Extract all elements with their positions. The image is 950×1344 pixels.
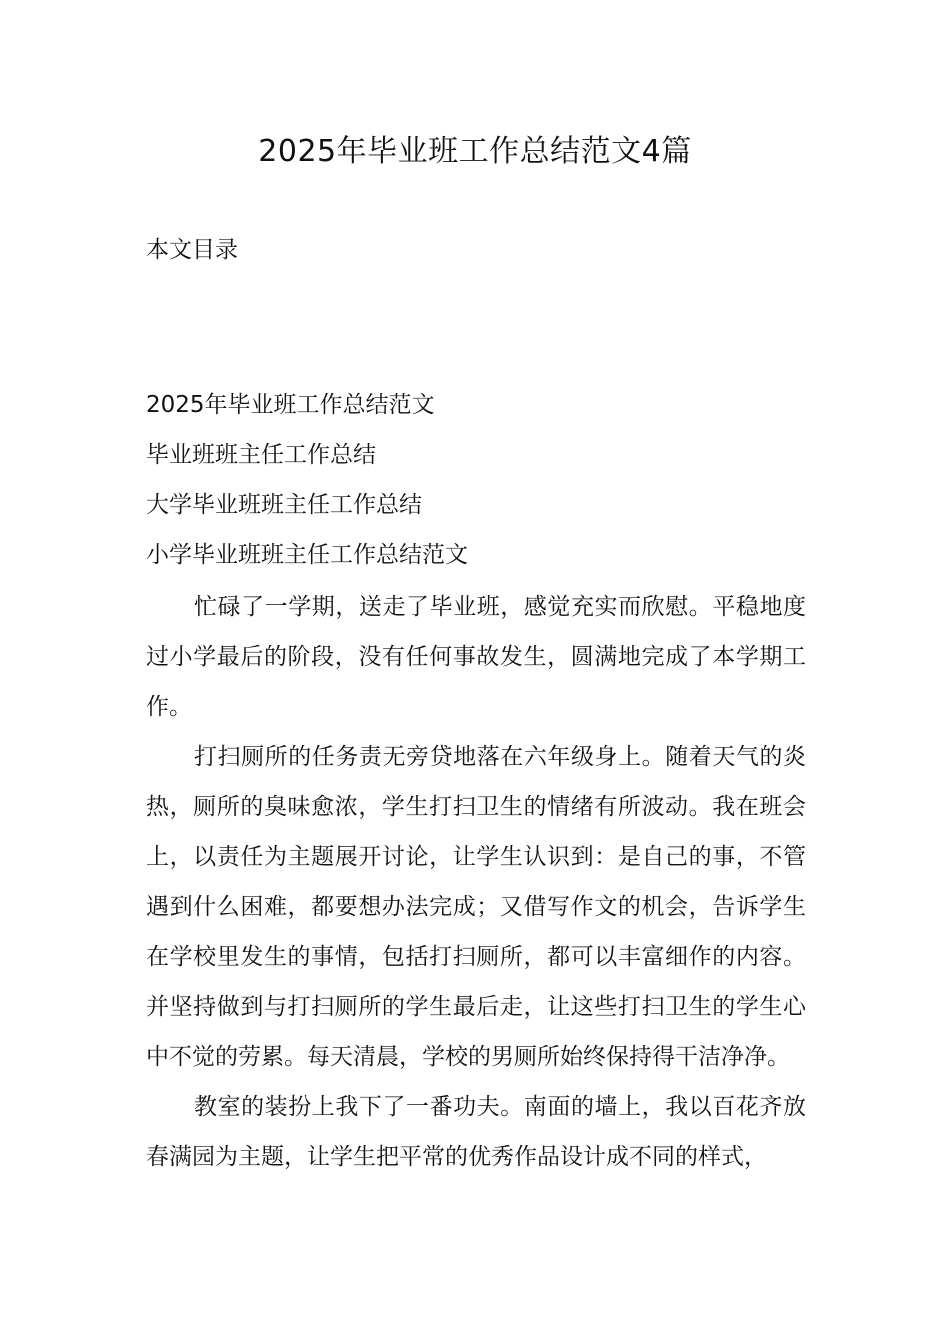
toc-heading: 本文目录 [146,237,238,263]
toc-item[interactable]: 大学毕业班班主任工作总结 [146,492,422,518]
toc-item[interactable]: 毕业班班主任工作总结 [146,442,376,468]
toc-item[interactable]: 2025年毕业班工作总结范文 [146,392,435,418]
document-body [146,582,806,1182]
table-of-contents [146,380,468,580]
body-paragraph: 忙碌了一学期，送走了毕业班，感觉充实而欣慰。平稳地度过小学最后的阶段，没有任何事故发生，圆满地完成了本学期工作。 [146,594,806,720]
body-paragraph: 教室的装扮上我下了一番功夫。南面的墙上，我以百花齐放春满园为主题，让学生把平常的优秀作品设计成不同的样式， [146,1094,806,1170]
body-paragraph: 打扫厕所的任务责无旁贷地落在六年级身上。随着天气的炎热，厕所的臭味愈浓，学生打扫卫生的情绪有所波动。我在班会上，以责任为主题展开讨论，让学生认识到：是自己的事，不管遇到什么困难，都要想办法完成；又借写作文的机会，告诉学生在学校里发生的事情，包括打扫厕所，都可以丰富细作的内容。并坚持做到与打扫厕所的学生最后走，让这些打扫卫生的学生心中不觉的劳累。每天清晨，学校的男厕所始终保持得干洁净净。 [146,744,806,1070]
document-title: 2025年毕业班工作总结范文4篇 [258,134,692,169]
toc-item[interactable]: 小学毕业班班主任工作总结范文 [146,542,468,568]
